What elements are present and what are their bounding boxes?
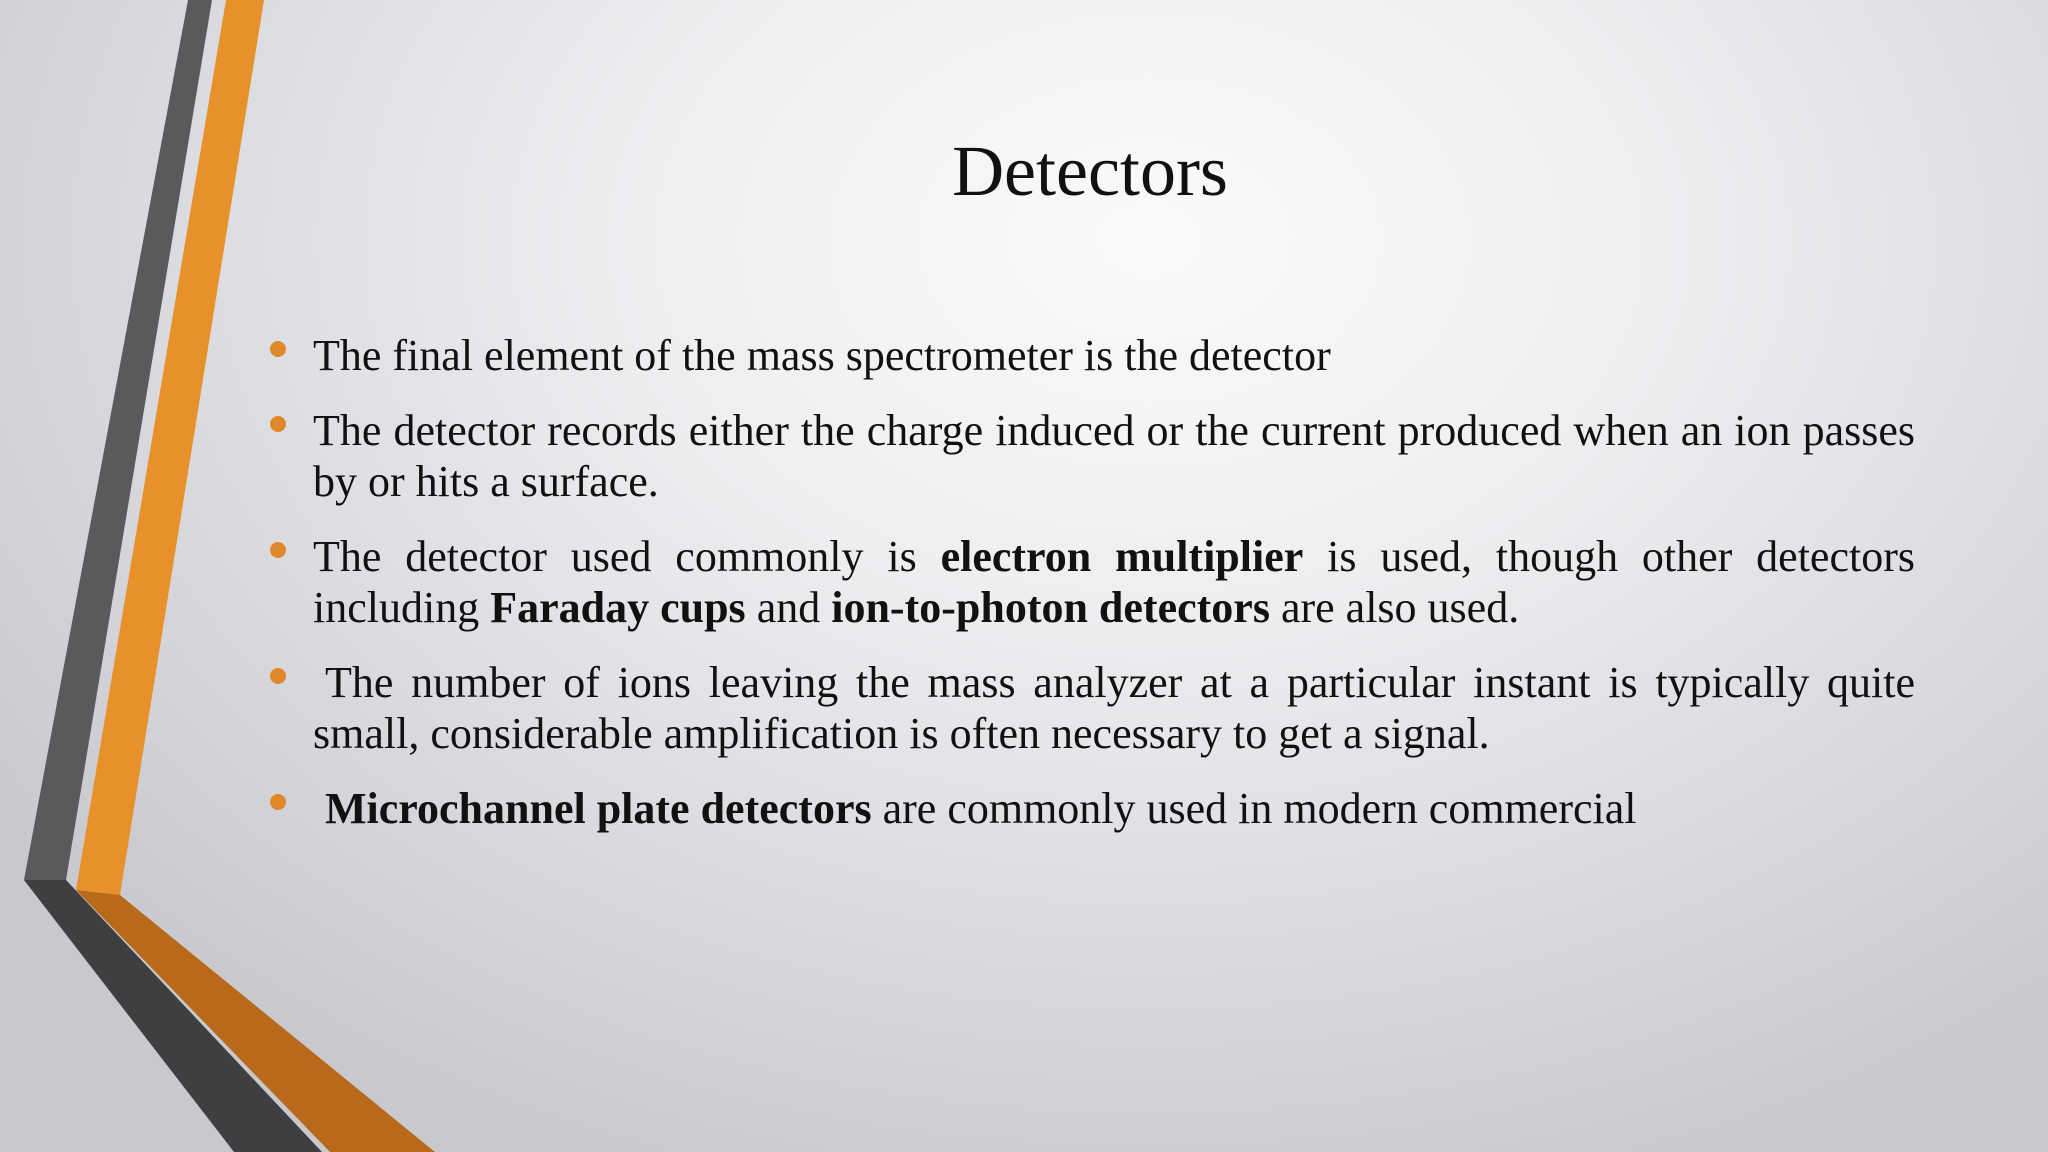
- bullet-item: The detector used commonly is electron multiplier is used, though other detectors including Faraday cups and ion-to-photon detectors are also used.: [313, 531, 1915, 633]
- bullet-item: The final element of the mass spectrometer is the detector: [313, 330, 1915, 381]
- bullet-item: The detector records either the charge induced or the current produced when an ion passes by or hits a surface.: [313, 405, 1915, 507]
- bold-term: Faraday cups: [490, 583, 746, 632]
- slide-title: Detectors: [952, 131, 1228, 211]
- bullet-dot: [270, 794, 286, 810]
- bullet-list: [313, 330, 1915, 858]
- bullet-dot: [270, 416, 286, 432]
- bullet-dot: [270, 341, 286, 357]
- bullet-dot: [270, 542, 286, 558]
- bullet-item: Microchannel plate detectors are commonly used in modern commercial: [313, 783, 1915, 834]
- bullet-item: The number of ions leaving the mass analyzer at a particular instant is typically quite small, considerable amplification is often necessary to get a signal.: [313, 657, 1915, 759]
- bold-term: electron multiplier: [940, 532, 1304, 581]
- bold-term: Microchannel plate detectors: [325, 784, 872, 833]
- bullet-dot: [270, 668, 286, 684]
- bold-term: ion-to-photon detectors: [831, 583, 1270, 632]
